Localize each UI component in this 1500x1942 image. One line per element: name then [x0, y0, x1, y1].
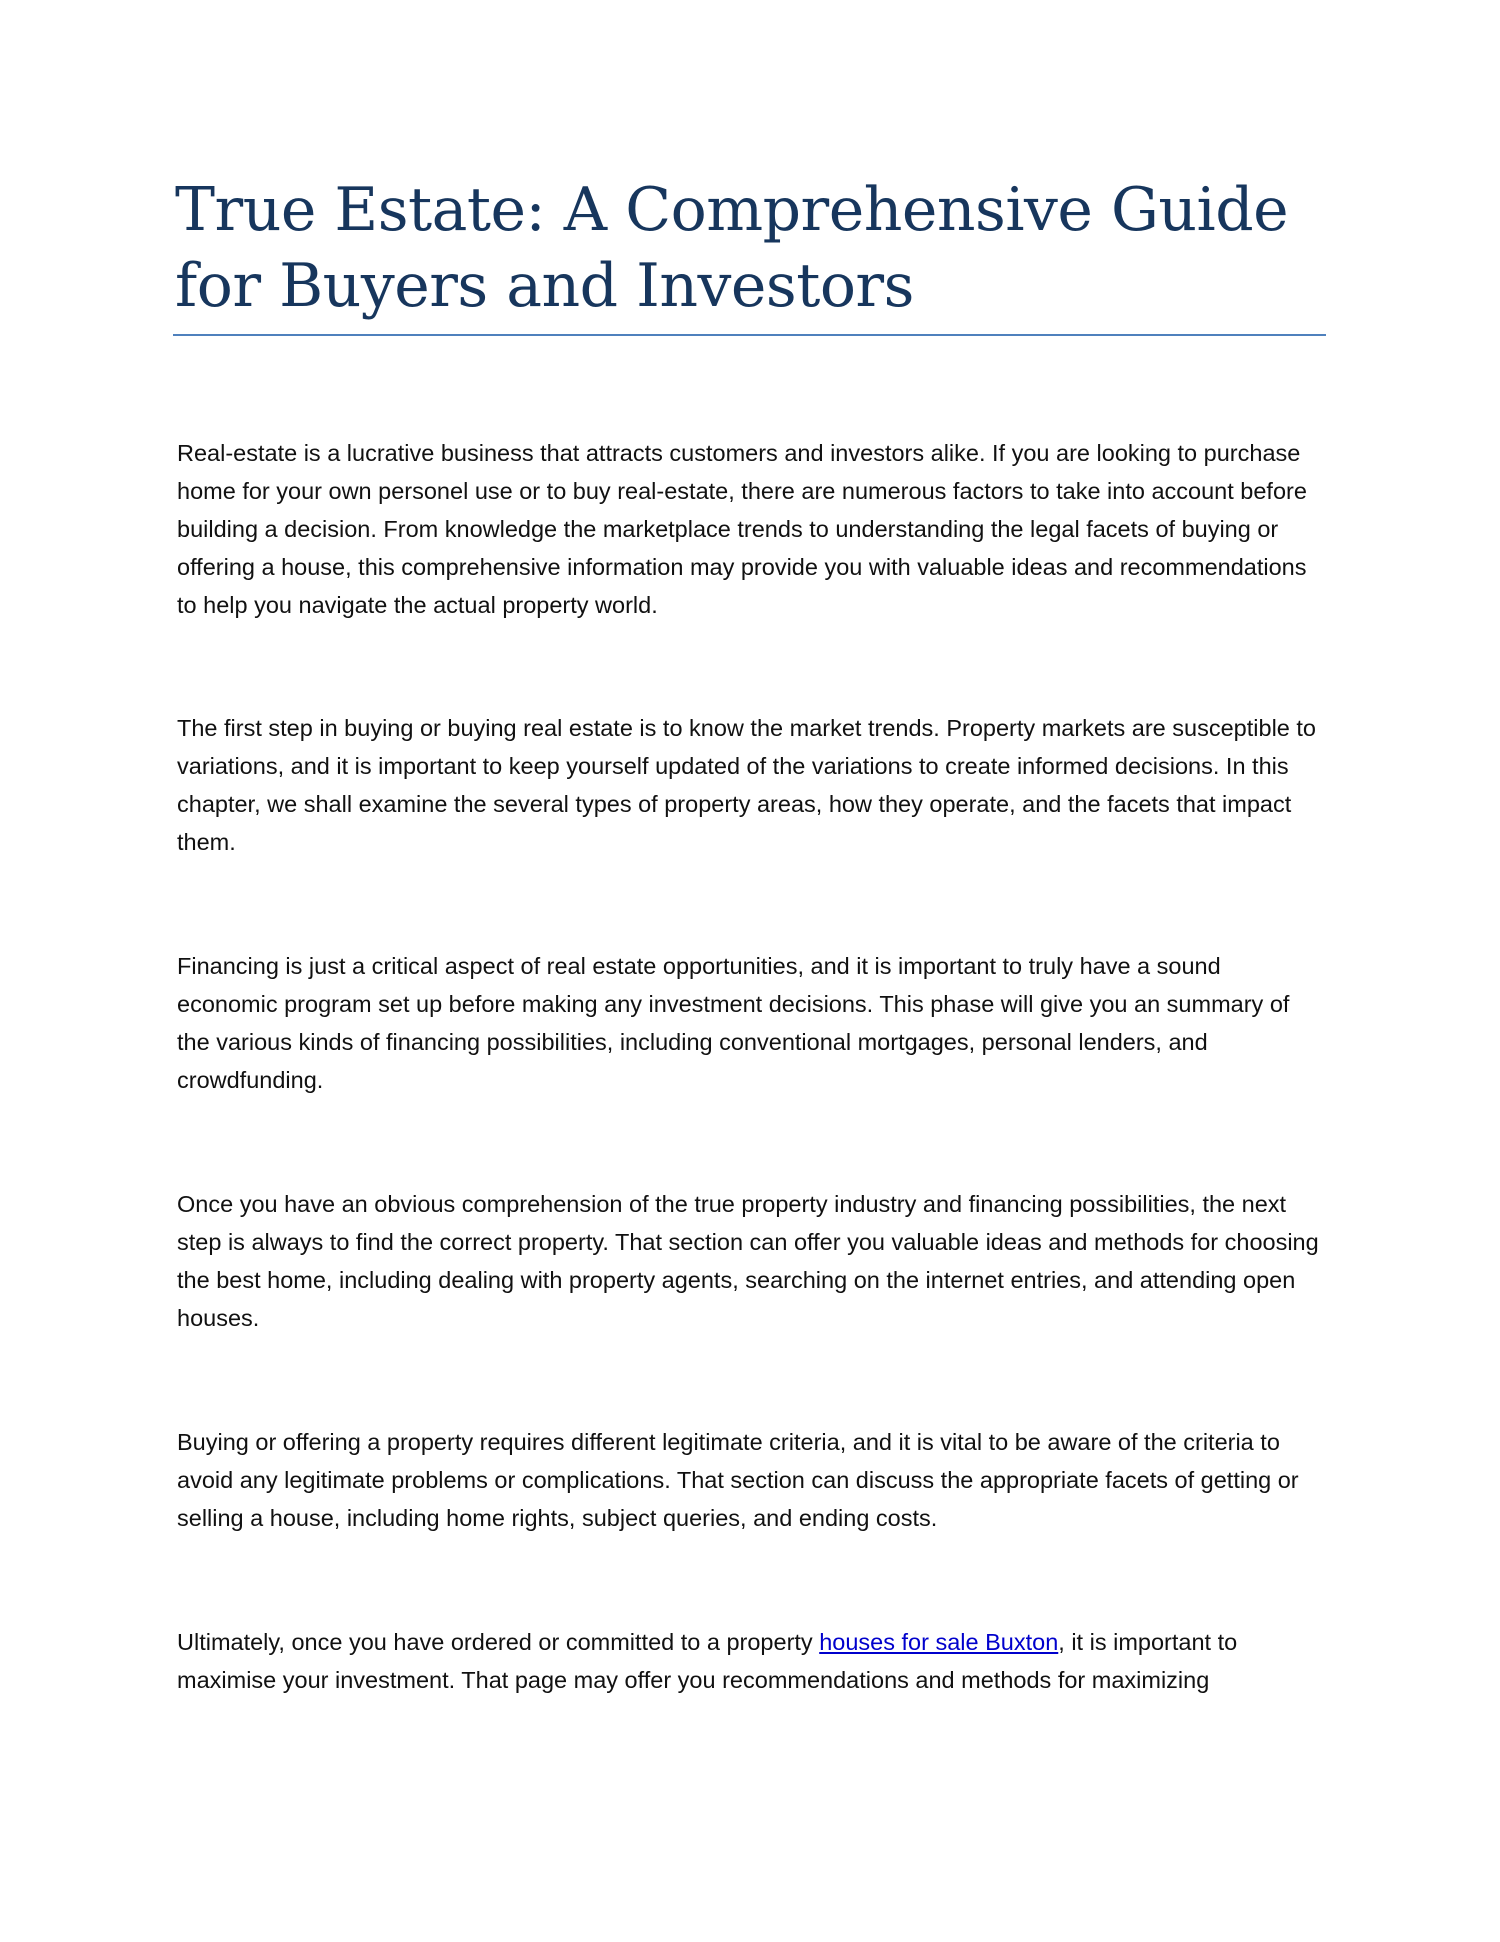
paragraph-intro: Real-estate is a lucrative business that attracts customers and investors alike. If you are looking to purchase home for your own personel use or to buy real-estate, there are numerous factors to take into account before building a decision. From knowledge the marketplace trends to understanding the legal facets of buying or offering a house, this comprehensive information may provide you with valuable ideas and recommendations to help you navigate the actual property world. [177, 440, 1307, 618]
paragraph-financing: Financing is just a critical aspect of real estate opportunities, and it is important to truly have a sound economic program set up before making any investment decisions. This phase will give you an summary of the various kinds of financing possibilities, including conventional mortgages, personal lenders, and crowdfunding. [177, 953, 1290, 1093]
title-block [175, 172, 1325, 324]
paragraph-legal-criteria: Buying or offering a property requires different legitimate criteria, and it is vital to be aware of the criteria to avoid any legitimate problems or complications. That section can discuss the appropriate facets of getting or selling a house, including home rights, subject queries, and ending costs. [177, 1429, 1299, 1531]
document-title: True Estate: A Comprehensive Guide for Buyers and Investors [175, 175, 1289, 321]
houses-for-sale-link[interactable]: houses for sale Buxton [819, 1629, 1059, 1655]
paragraph-finding-property: Once you have an obvious comprehension of the true property industry and financing possibilities, the next step is always to find the correct property. That section can offer you valuable ideas and methods for choosing the best home, including dealing with property agents, searching on the internet entries, and attending open houses. [177, 1191, 1319, 1331]
paragraph-maximise-investment [177, 1623, 1327, 1699]
paragraph-text-after-link: , it is important to maximise your investment. That page may offer you recommendations and methods for maximizing [177, 1629, 1238, 1693]
paragraph-text-before-link: Ultimately, once you have ordered or committed to a property [177, 1629, 820, 1655]
paragraph-market-trends: The first step in buying or buying real estate is to know the market trends. Property markets are susceptible to variations, and it is important to keep yourself updated of the variations to create informed decisions. In this chapter, we shall examine the several types of property areas, how they operate, and the facets that impact them. [177, 715, 1316, 855]
title-underline-divider [173, 334, 1326, 336]
